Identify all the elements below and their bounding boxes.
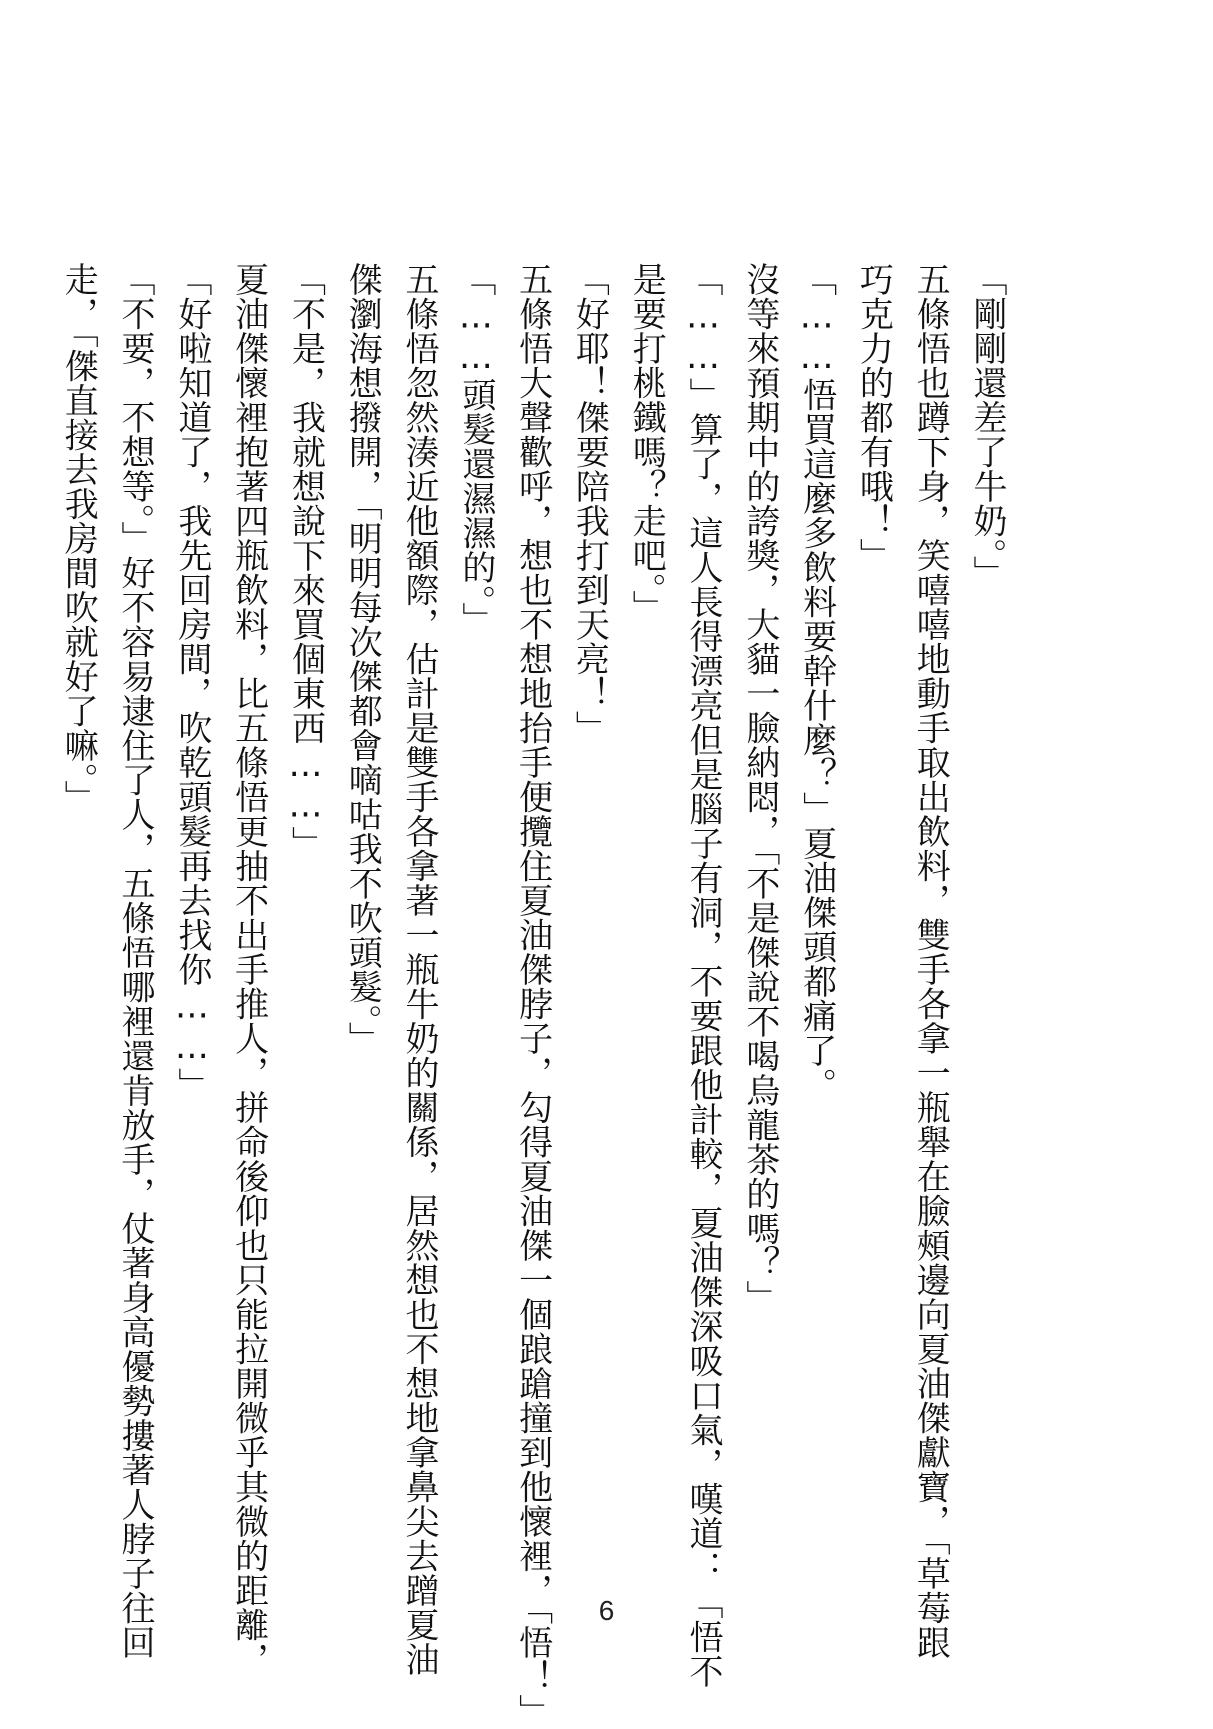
text-line-15: 「好啦知道了，我先回房間，吹乾頭髮再去找你……」 [171, 262, 212, 1102]
text-line-13: 「不是，我就想說下來買個東西……」 [285, 262, 326, 861]
text-line-11: 五條悟忽然湊近他額際，估計是雙手各拿著一瓶牛奶的關係，居然想也不想地拿鼻尖去蹭夏油 [399, 262, 440, 1677]
text-line-5: 沒等來預期中的誇獎，大貓一臉納悶，「不是傑說不喝烏龍茶的嗎？」 [739, 262, 780, 1315]
page-number: 6 [598, 1595, 615, 1626]
text-line-10: 「……頭髮還濕濕的。」 [455, 262, 496, 637]
text-line-1: 「剛剛還差了牛奶。」 [967, 262, 1007, 590]
text-line-9: 五條悟大聲歡呼，想也不想地抬手便攬住夏油傑脖子，勾得夏油傑一個踉蹌撞到他懷裡，「悟！」 [512, 262, 553, 1729]
text-line-17: 走，「傑直接去我房間吹就好了嘛。」 [58, 262, 99, 815]
text-line-2: 五條悟也蹲下身，笑嘻嘻地動手取出飲料，雙手各拿一瓶舉在臉頰邊向夏油傑獻寶，「草莓跟 [910, 262, 951, 1660]
text-line-16: 「不要，不想等。」好不容易逮住了人，五條悟哪裡還肯放手，仗著身高優勢摟著人脖子往回 [115, 262, 156, 1660]
text-line-4: 「……悟買這麼多飲料要幹什麼？」夏油傑頭都痛了。 [796, 262, 837, 1102]
text-line-3: 巧克力的都有哦！」 [853, 262, 894, 573]
text-line-6: 「……」算了，這人長得漂亮但是腦子有洞，不要跟他計較，夏油傑深吸口氣，嘆道：「悟不 [683, 262, 724, 1689]
vertical-text-block [49, 262, 1015, 1729]
text-line-12: 傑瀏海想撥開，「明明每次傑都會嘀咕我不吹頭髮。」 [342, 262, 383, 1056]
text-line-7: 是要打桃鐵嗎？走吧。」 [626, 262, 667, 625]
text-line-8: 「好耶！傑要陪我打到天亮！」 [569, 262, 610, 745]
text-line-14: 夏油傑懷裡抱著四瓶飲料，比五條悟更抽不出手推人，拼命後仰也只能拉開微乎其微的距離， [228, 262, 269, 1677]
